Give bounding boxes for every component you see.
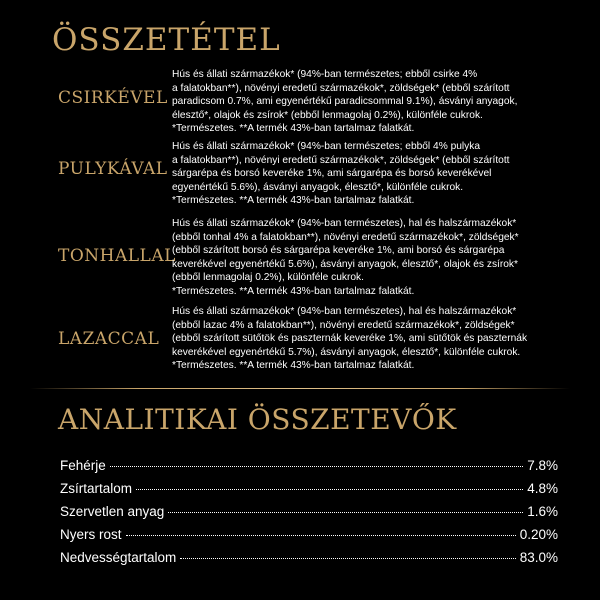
composition-line: paradicsom 0.7%, ami egyenértékű paradicsommal 9.1%), ásványi anyagok,	[172, 96, 518, 107]
composition-line: Hús és állati származékok* (94%-ban természetes; ebből csirke 4%	[172, 69, 478, 80]
composition-line: *Természetes. **A termék 43%-ban tartalmaz falatkát.	[172, 360, 415, 371]
analysis-title: ANALITIKAI ÖSSZETEVŐK	[58, 403, 457, 436]
composition-line: egyenértékű 5.6%), ásványi anyagok, élesztő*, különféle cukrok.	[172, 181, 464, 193]
section-divider	[30, 388, 570, 389]
composition-line: (ebből tonhal 4% a falatokban**), növényi eredetű származékok*, zöldségek*	[172, 231, 519, 243]
dot-leader	[168, 512, 523, 513]
analysis-name: Szervetlen anyag	[60, 504, 165, 519]
composition-line: *Természetes. **A termék 43%-ban tartalmaz falatkát.	[172, 195, 415, 206]
composition-line: keverékével egyenértékű 5.6%), ásványi anyagok, élesztő*, olajok és zsírok*	[172, 258, 518, 270]
composition-label: CSIRKÉVEL	[58, 88, 168, 108]
analysis-row-moisture	[60, 550, 558, 570]
composition-text	[172, 68, 582, 136]
composition-line: Hús és állati származékok* (94%-ban természetes; ebből 4% pulyka	[172, 141, 481, 152]
composition-line: a falatokban**), növényi eredetű származékok*, zöldségek* (ebből szárított	[172, 82, 510, 94]
dot-leader	[180, 558, 515, 559]
composition-label: PULYKÁVAL	[58, 159, 168, 179]
composition-text	[172, 217, 582, 298]
analysis-value: 83.0%	[519, 550, 558, 565]
dot-leader	[136, 489, 523, 490]
analysis-row-ash	[60, 504, 558, 524]
composition-label: LAZACCAL	[58, 329, 160, 349]
analysis-row-fibre	[60, 527, 558, 547]
dot-leader	[126, 535, 516, 536]
composition-line: Hús és állati származékok* (94%-ban természetes), hal és halszármazékok*	[172, 218, 517, 229]
composition-label: TONHALLAL	[58, 246, 176, 266]
composition-line: keverékével egyenértékű 5.7%), ásványi anyagok, élesztő*, különféle cukrok.	[172, 346, 521, 358]
analysis-row-protein	[60, 458, 558, 478]
composition-line: (ebből lenmagolaj 0.2%), különféle cukrok.	[172, 272, 364, 283]
analysis-value: 1.6%	[527, 504, 558, 519]
analysis-name: Zsírtartalom	[60, 481, 133, 496]
composition-line: Hús és állati származékok* (94%-ban természetes), hal és halszármazékok*	[172, 306, 517, 317]
dot-leader	[110, 466, 523, 467]
composition-line: *Természetes. **A termék 43%-ban tartalmaz falatkát.	[172, 123, 415, 134]
composition-line: (ebből lazac 4% a falatokban**), növényi eredetű származékok*, zöldségek*	[172, 319, 515, 331]
analysis-value: 7.8%	[527, 458, 558, 473]
analysis-value: 4.8%	[527, 481, 558, 496]
analysis-name: Fehérje	[60, 458, 106, 473]
composition-line: *Természetes. **A termék 43%-ban tartalmaz falatkát.	[172, 285, 415, 297]
composition-text	[172, 305, 582, 373]
composition-line: sárgarépa és borsó keveréke 1%, ami sárgarépa és borsó keverékével	[172, 168, 492, 179]
composition-line: (ebből szárított borsó és sárgarépa keveréke 1%, ami borsó és sárgarépa	[172, 245, 505, 256]
composition-line: (ebből szárított sütőtök és paszternák keveréke 1%, ami sütőtök és paszternák	[172, 333, 528, 344]
composition-line: a falatokban**), növényi eredetű származékok*, zöldségek* (ebből szárított	[172, 154, 510, 166]
analysis-name: Nedvességtartalom	[60, 550, 177, 565]
analysis-value: 0.20%	[519, 527, 558, 542]
composition-text	[172, 140, 582, 208]
analysis-name: Nyers rost	[60, 527, 122, 542]
composition-title: ÖSSZETÉTEL	[52, 22, 281, 58]
analysis-row-fat	[60, 481, 558, 501]
composition-line: élesztő*, olajok és zsírok* (ebből lenmagolaj 0.2%), különféle cukrok.	[172, 109, 483, 121]
